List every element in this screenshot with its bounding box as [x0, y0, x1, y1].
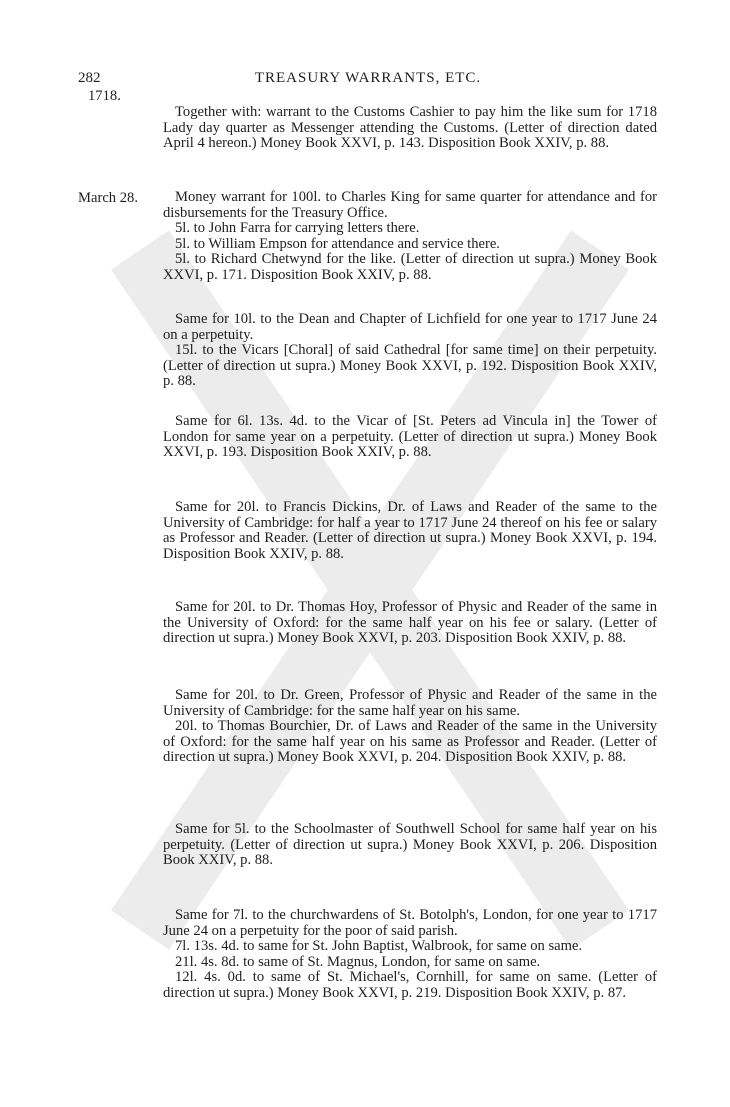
entry-paragraph: Same for 7l. to the churchwardens of St. Botolph's, London, for one year to 1717 June 24 on a perpetuity for the poor of said parish. [163, 907, 657, 939]
entry-paragraph: Together with: warrant to the Customs Cashier to pay him the like sum for 1718 Lady day quarter as Messenger attending the Customs. (Letter of direction dated April 4 hereon.) Money Book XXVI, p. 143. Disposition Book XXIV, p. 88. [163, 104, 657, 152]
entry-9 [163, 908, 657, 1002]
entry-7 [163, 688, 657, 766]
entry-paragraph: 5l. to John Farra for carrying letters there. [175, 220, 420, 237]
entry-3 [163, 312, 657, 390]
entry-paragraph: Same for 20l. to Dr. Green, Professor of Physic and Reader of the same in the University of Cambridge: for the same half year on his same. [163, 687, 657, 719]
entry-paragraph: 5l. to Richard Chetwynd for the like. (Letter of direction ut supra.) Money Book XXVI, p. 171. Disposition Book XXIV, p. 88. [163, 251, 657, 283]
entry-5 [163, 500, 657, 562]
running-title: TREASURY WARRANTS, ETC. [254, 70, 482, 86]
page-number: 282 [78, 70, 101, 86]
entry-paragraph: Same for 5l. to the Schoolmaster of Southwell School for same half year on his perpetuity. (Letter of direction ut supra.) Money Book XXVI, p. 206. Disposition Book XXIV, p. 88. [163, 821, 657, 869]
running-header [78, 70, 658, 90]
entry-paragraph: 7l. 13s. 4d. to same for St. John Baptist, Walbrook, for same on same. [175, 938, 583, 955]
entry-6 [163, 600, 657, 647]
entry-paragraph: 12l. 4s. 0d. to same of St. Michael's, Cornhill, for same on same. (Letter of direction ut supra.) Money Book XXVI, p. 219. Disposition Book XXIV, p. 87. [163, 969, 657, 1001]
entry-4 [163, 414, 657, 461]
entry-paragraph: Same for 20l. to Francis Dickins, Dr. of Laws and Reader of the same to the University of Cambridge: for half a year to 1717 June 24 thereof on his fee or salary as Professor and Reader. (Letter of direction ut supra.) Money Book XXVI, p. 194. Disposition Book XXIV, p. 88. [163, 499, 657, 562]
entry-8 [163, 822, 657, 869]
entry-paragraph: 15l. to the Vicars [Choral] of said Cathedral [for same time] on their perpetuity. (Letter of direction ut supra.) Money Book XXVI, p. 192. Disposition Book XXIV, p. 88. [163, 342, 657, 390]
entry-2 [163, 190, 657, 284]
entry-paragraph: Same for 10l. to the Dean and Chapter of Lichfield for one year to 1717 June 24 on a perpetuity. [163, 311, 657, 343]
year-label: 1718. [88, 88, 121, 104]
margin-date: March 28. [78, 190, 138, 206]
entry-1 [163, 105, 657, 152]
entry-paragraph: 20l. to Thomas Bourchier, Dr. of Laws and Reader of the same in the University of Oxford: for the same half year on his same as Professor and Reader. (Letter of direction ut supra.) Money Book XXVI, p. 204. Disposition Book XXIV, p. 88. [163, 718, 657, 766]
entry-paragraph: 5l. to William Empson for attendance and service there. [175, 235, 500, 252]
entry-paragraph: 21l. 4s. 8d. to same of St. Magnus, London, for same on same. [175, 953, 541, 970]
entry-paragraph: Money warrant for 100l. to Charles King for same quarter for attendance and for disbursements for the Treasury Office. [163, 189, 657, 221]
entry-paragraph: Same for 6l. 13s. 4d. to the Vicar of [St. Peters ad Vincula in] the Tower of London for same year on a perpetuity. (Letter of direction ut supra.) Money Book XXVI, p. 193. Disposition Book XXIV, p. 88. [163, 413, 657, 461]
entry-paragraph: Same for 20l. to Dr. Thomas Hoy, Professor of Physic and Reader of the same in the University of Oxford: for the same half year on his fee or salary. (Letter of direction ut supra.) Money Book XXVI, p. 203. Disposition Book XXIV, p. 88. [163, 599, 657, 647]
